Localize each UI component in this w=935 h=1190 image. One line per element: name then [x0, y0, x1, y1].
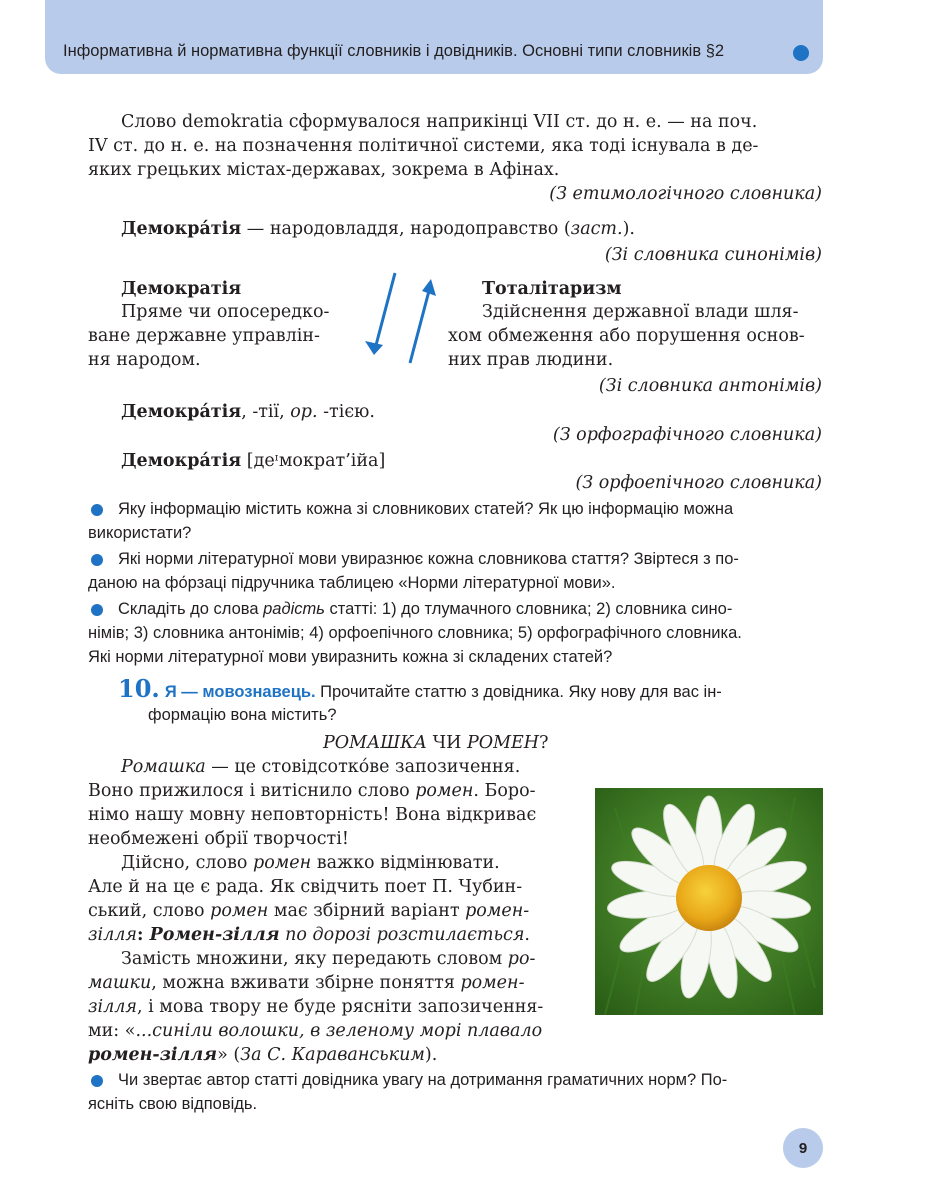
article-emphasis: ромен- [465, 901, 530, 921]
article-title-part: РОМЕН [466, 733, 540, 753]
article-emphasis: Ромен-зілля [149, 925, 280, 945]
article-line [88, 1019, 542, 1043]
syn-close: ). [622, 219, 635, 239]
article-line [88, 995, 543, 1019]
article-emphasis: ромен-зілля [88, 1045, 218, 1065]
question-line: німів; 3) словника антонімів; 4) орфоепічного словника; 5) орфографічного словника. [88, 624, 742, 642]
article-emphasis: За С. Караванським [240, 1045, 425, 1065]
exercise-text: Прочитайте статтю з довідника. Яку нову для вас ін- [315, 683, 722, 701]
etym-line-1: Слово demokratia сформувалося наприкінці VII ст. до н. е. — на поч. [121, 112, 758, 132]
article-text: » ( [217, 1045, 241, 1065]
syn-source: (Зі словника синонімів) [604, 245, 822, 265]
orth-source: (З орфографічного словника) [552, 425, 822, 445]
question-line: Які норми літературної мови увиразнює кожна словникова стаття? Звіртеся з по- [118, 550, 739, 568]
article-line: німо нашу мовну неповторність! Вона відкриває [88, 805, 537, 825]
exercise-label: Я — мовознавець. [164, 683, 316, 701]
ant-right-line: Здійснення державної влади шля- [482, 302, 799, 322]
orthoep-word: Демокра́тія [121, 451, 242, 471]
page-number: 9 [783, 1128, 823, 1168]
syn-entry [121, 217, 635, 241]
chapter-header [45, 0, 823, 74]
orthoep-text: [деᶦмократ’ійа] [241, 451, 386, 471]
article-text: ми: « [88, 1021, 136, 1041]
etym-line-3: яких грецьких містах-державах, зокрема в Афінах. [88, 160, 560, 180]
article-line [88, 971, 524, 995]
article-line: Але й на це є рада. Як свідчить поет П. Чубин- [88, 877, 523, 897]
exercise-text-line-2: формацію вона містить? [148, 706, 337, 724]
article-line [88, 779, 536, 803]
orthoep-entry [121, 449, 385, 473]
ant-left-line: ване державне управлін- [88, 326, 320, 346]
article-emphasis: зілля [88, 997, 138, 1017]
orth-entry [121, 400, 375, 424]
article-text: : [137, 925, 150, 945]
article-emphasis: ро- [507, 949, 536, 969]
article-emphasis: ромен [210, 901, 269, 921]
syn-word: Демокра́тія [121, 219, 242, 239]
orth-word: Демокра́тія [121, 402, 242, 422]
ant-source: (Зі словника антонімів) [598, 376, 822, 396]
question-emphasis: радість [263, 600, 325, 618]
article-line [88, 923, 530, 947]
article-emphasis: ромен [253, 853, 312, 873]
article-emphasis: ...синіли волошки, в зеленому морі плавало [135, 1021, 543, 1041]
article-line [88, 1043, 437, 1067]
article-emphasis: ромен [415, 781, 474, 801]
article-text: . Боро- [473, 781, 536, 801]
article-text: Дійсно, слово [121, 853, 254, 873]
article-title [323, 731, 548, 755]
question-line: Які норми літературної мови увиразнить кожна зі складених статей? [88, 648, 613, 666]
article-text: . [524, 925, 530, 945]
article-line [88, 899, 529, 923]
orth-abbr: ор. [290, 402, 318, 422]
article-line: необмежені обрії творчості! [88, 829, 349, 849]
question-line: ясніть свою відповідь. [88, 1095, 258, 1113]
article-text: важко відмінювати. [311, 853, 500, 873]
article-line [121, 851, 500, 875]
bullet-icon [91, 504, 103, 516]
chamomile-image [595, 788, 823, 1015]
orthoep-source: (З орфоепічного словника) [575, 473, 822, 493]
article-line [121, 947, 535, 971]
article-text: ). [424, 1045, 438, 1065]
article-text: має збірний варіант [268, 901, 466, 921]
article-line [121, 755, 520, 779]
article-text: , і мова твору не буде рясніти запозичення- [137, 997, 544, 1017]
ant-right-line: хом обмеження або порушення основ- [448, 326, 805, 346]
question-line [118, 598, 732, 622]
question-line: даною на фо́рзаці підручника таблицею «Норми літературної мови». [88, 574, 616, 592]
ant-right-line: них прав людини. [448, 350, 614, 370]
article-title-part: ЧИ [427, 733, 467, 753]
article-text: , можна вживати збірне поняття [151, 973, 461, 993]
article-emphasis: Ромашка [121, 757, 206, 777]
etym-source: (З етимологічного словника) [549, 184, 822, 204]
orth-rest: -тією. [317, 402, 375, 422]
header-dot-icon [793, 45, 809, 61]
exercise-number: 10. [118, 674, 160, 703]
ant-left-line: ня народом. [88, 350, 201, 370]
article-text: Замість множини, яку передають словом [121, 949, 508, 969]
syn-abbr: заст. [570, 219, 623, 239]
question-line: Яку інформацію містить кожна зі словникових статей? Як цю інформацію можна [118, 500, 734, 518]
bullet-icon [91, 604, 103, 616]
article-emphasis: по дорозі розстилається [279, 925, 525, 945]
orth-text: , -тії, [241, 402, 291, 422]
bullet-icon [91, 554, 103, 566]
etym-line-2: IV ст. до н. е. на позначення політичної системи, яка тоді існувала в де- [88, 136, 759, 156]
question-line: Чи звертає автор статті довідника увагу на дотримання граматичних норм? По- [118, 1071, 728, 1089]
question-line: використати? [88, 524, 192, 542]
exercise-heading [118, 674, 722, 705]
bullet-icon [91, 1075, 103, 1087]
article-text: Воно прижилося і витіснило слово [88, 781, 416, 801]
ant-left-head: Демократія [121, 279, 242, 299]
article-emphasis: машки [88, 973, 152, 993]
ant-right-head: Тоталітаризм [482, 279, 622, 299]
article-emphasis: зілля [88, 925, 138, 945]
antonym-arrows-icon [360, 265, 440, 370]
article-title-part: ? [539, 733, 549, 753]
syn-text: — народовладдя, народоправство ( [241, 219, 571, 239]
article-text: — це стовідсотко́ве запозичення. [205, 757, 521, 777]
article-title-part: РОМАШКА [323, 733, 428, 753]
chapter-title: Інформативна й нормативна функції словників і довідників. Основні типи словників §2 [63, 42, 725, 60]
article-emphasis: ромен- [460, 973, 525, 993]
question-text: Складіть до слова [118, 600, 264, 618]
article-text: ський, слово [88, 901, 211, 921]
ant-left-line: Пряме чи опосередко- [121, 302, 330, 322]
question-text: статті: 1) до тлумачного словника; 2) словника сино- [324, 600, 733, 618]
